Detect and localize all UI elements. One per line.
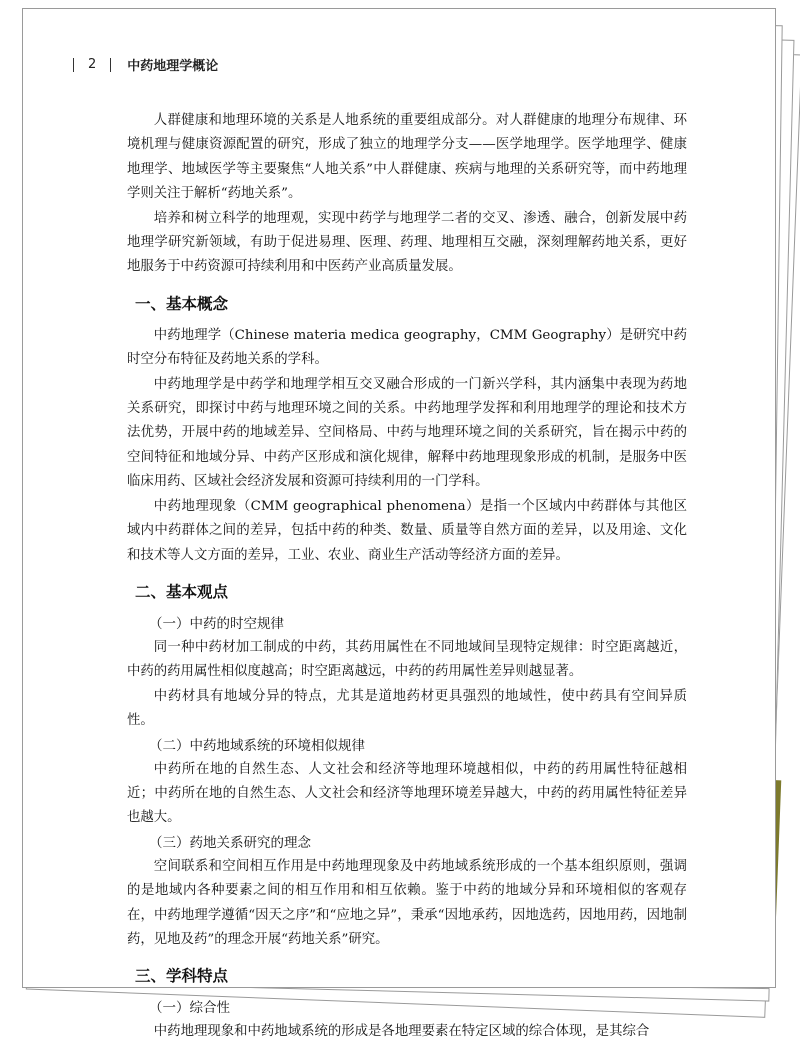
section-heading: 三、学科特点 <box>135 967 229 986</box>
paragraph: 中药地理学（Chinese materia medica geography，CMM Geography）是研究中药时空分布特征及药地关系的学科。 <box>127 327 687 368</box>
page-number: 2 <box>88 57 97 72</box>
subsection-heading: （二）中药地域系统的环境相似规律 <box>149 737 365 754</box>
paragraph: 中药地理学是中药学和地理学相互交叉融合形成的一门新兴学科，其内涵集中表现为药地关系研究，即探讨中药与地理环境之间的关系。中药地理学发挥和利用地理学的理论和技术方法优势，开展中药的地域差异、空间格局、中药与地理环境之间的关系研究，旨在揭示中药的空间特征和地域分异、中药产区形成和演化规律，解释中药地理现象形成的机制，是服务中医临床用药、区域社会经济发展和资源可持续利用的一门学科。 <box>127 376 687 490</box>
paragraph: 人群健康和地理环境的关系是人地系统的重要组成部分。对人群健康的地理分布规律、环境机理与健康资源配置的研究，形成了独立的地理学分支——医学地理学。医学地理学、健康地理学、地域医学等主要聚焦“人地关系”中人群健康、疾病与地理的关系研究等，而中药地理学则关注于解析“药地关系”。 <box>127 113 687 202</box>
header-divider <box>73 58 74 72</box>
running-header <box>73 55 218 74</box>
paragraph: 同一种中药材加工制成的中药，其药用属性在不同地域间呈现特定规律：时空距离越近，中药的药用属性相似度越高；时空距离越远，中药的药用属性差异则越显著。 <box>127 639 687 680</box>
page-body <box>127 109 687 1045</box>
subsection-heading: （一）综合性 <box>149 1000 230 1017</box>
paragraph: 中药材具有地域分异的特点，尤其是道地药材更具强烈的地域性，使中药具有空间异质性。 <box>127 688 687 729</box>
section-heading: 二、基本观点 <box>135 582 229 601</box>
book-title: 中药地理学概论 <box>127 59 219 74</box>
page <box>22 8 776 1040</box>
paragraph: 空间联系和空间相互作用是中药地理现象及中药地域系统形成的一个基本组织原则，强调的是地域内各种要素之间的相互作用和相互依赖。鉴于中药的地域分异和环境相似的客观存在，中药地理学遵循“因天之序”和“应地之异”，秉承“因地承药，因地选药，因地用药，因地制药，见地及药”的理念开展“药地关系”研究。 <box>127 858 687 947</box>
subsection-heading: （三）药地关系研究的理念 <box>149 834 311 851</box>
paragraph: 培养和树立科学的地理观，实现中药学与地理学二者的交叉、渗透、融合，创新发展中药地理学研究新领域，有助于促进易理、医理、药理、地理相互交融，深刻理解药地关系，更好地服务于中药资源可持续利用和中医药产业高质量发展。 <box>127 210 687 275</box>
subsection-heading: （一）中药的时空规律 <box>149 615 284 632</box>
paragraph: 中药地理现象和中药地域系统的形成是各地理要素在特定区域的综合体现，是其综合 <box>153 1024 650 1040</box>
section-heading: 一、基本概念 <box>135 294 229 313</box>
paragraph: 中药地理现象（CMM geographical phenomena）是指一个区域内中药群体与其他区域内中药群体之间的差异，包括中药的种类、数量、质量等自然方面的差异，以及用途、文化和技术等人文方面的差异，工业、农业、商业生产活动等经济方面的差异。 <box>127 498 687 563</box>
paragraph: 中药所在地的自然生态、人文社会和经济等地理环境越相似，中药的药用属性特征越相近；中药所在地的自然生态、人文社会和经济等地理环境差异越大，中药的药用属性特征差异也越大。 <box>127 761 687 826</box>
header-divider <box>110 58 111 72</box>
